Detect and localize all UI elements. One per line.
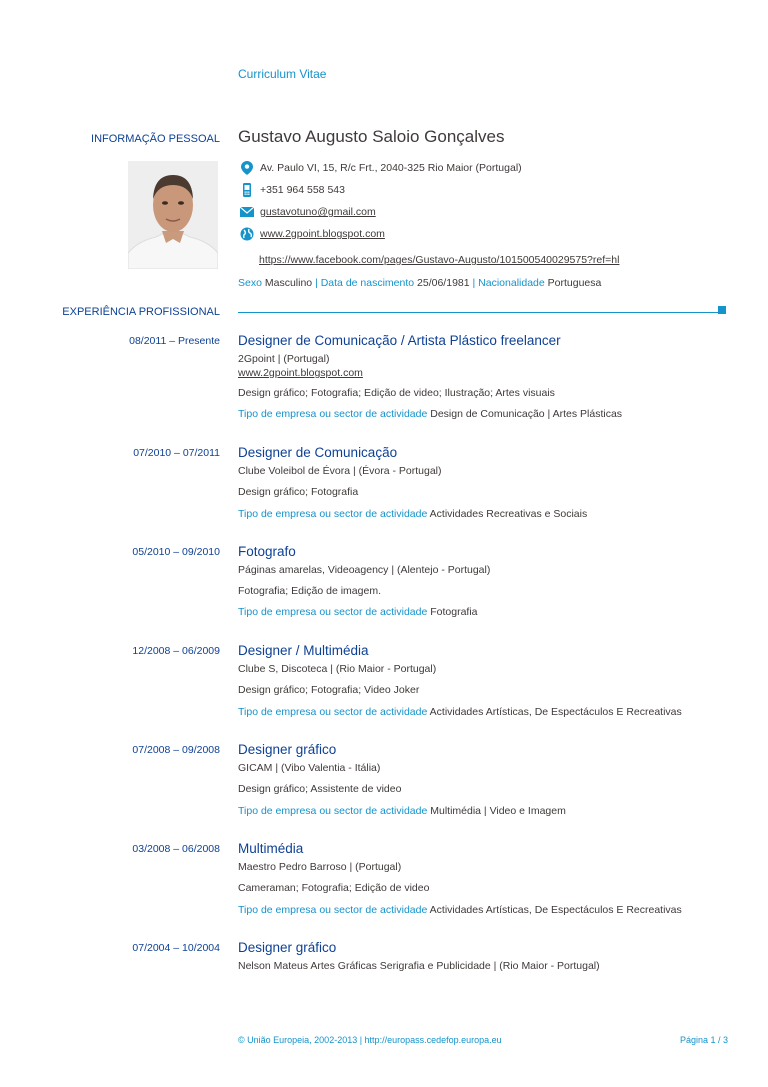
entry-employer: 2Gpoint | (Portugal) — [238, 353, 330, 365]
entry-employer: Páginas amarelas, Videoagency | (Alentejo - Portugal) — [238, 564, 491, 576]
entry-date: 07/2008 – 09/2008 — [132, 744, 220, 756]
sex-label: Sexo — [238, 277, 262, 289]
page-footer — [238, 1035, 728, 1045]
section-rule — [238, 312, 718, 313]
personal-details-line — [238, 277, 601, 289]
email-link[interactable]: gustavotuno@gmail.com — [260, 206, 376, 218]
entry-date: 08/2011 – Presente — [129, 335, 220, 347]
entry-title: Designer gráfico — [238, 940, 337, 955]
contact-website[interactable] — [238, 227, 385, 241]
sector-label: Tipo de empresa ou sector de actividade — [238, 904, 428, 916]
location-pin-icon — [238, 161, 256, 175]
entry-sector-line — [238, 706, 682, 718]
sector-value: Fotografia — [430, 606, 478, 618]
contact-phone — [238, 183, 345, 197]
entry-activities: Design gráfico; Assistente de video — [238, 783, 402, 795]
entry-employer: Maestro Pedro Barroso | (Portugal) — [238, 861, 402, 873]
contact-address — [238, 161, 522, 175]
person-name: Gustavo Augusto Saloio Gonçalves — [238, 127, 505, 146]
entry-sector-line — [238, 805, 566, 817]
facebook-link[interactable]: https://www.facebook.com/pages/Gustavo-Augusto/101500540029575?ref=hl — [259, 254, 620, 266]
entry-date: 05/2010 – 09/2010 — [132, 546, 220, 558]
sector-value: Multimédia | Video e Imagem — [430, 805, 566, 817]
entry-employer: Nelson Mateus Artes Gráficas Serigrafia e Publicidade | (Rio Maior - Portugal) — [238, 960, 600, 972]
sector-value: Actividades Artísticas, De Espectáculos E Recreativas — [429, 706, 682, 718]
profile-photo — [128, 161, 218, 269]
entry-date: 07/2004 – 10/2004 — [132, 942, 220, 954]
footer-page-number: Página 1 / 3 — [679, 1035, 728, 1045]
entry-employer: GICAM | (Vibo Valentia - Itália) — [238, 762, 381, 774]
entry-title: Designer / Multimédia — [238, 643, 369, 658]
envelope-icon — [238, 205, 256, 219]
footer-copyright: © União Europeia, 2002-2013 | http://europass.cedefop.europa.eu — [238, 1035, 502, 1045]
entry-title: Designer de Comunicação — [238, 445, 398, 460]
section-label-personal: INFORMAÇÃO PESSOAL — [91, 133, 220, 145]
website-link[interactable]: www.2gpoint.blogspot.com — [260, 228, 385, 240]
entry-date: 03/2008 – 06/2008 — [132, 843, 220, 855]
entry-sector-line — [238, 408, 622, 420]
entry-sector-line — [238, 606, 478, 618]
entry-activities: Fotografia; Edição de imagem. — [238, 585, 381, 597]
entry-sector-line — [238, 904, 682, 916]
sex-value: Masculino — [264, 277, 313, 289]
sector-label: Tipo de empresa ou sector de actividade — [238, 606, 428, 618]
entry-activities: Design gráfico; Fotografia; Video Joker — [238, 684, 420, 696]
mobile-phone-icon — [238, 183, 256, 197]
sector-value: Actividades Artísticas, De Espectáculos E Recreativas — [429, 904, 682, 916]
entry-title: Multimédia — [238, 841, 304, 856]
profile-photo-image — [128, 161, 218, 269]
sector-label: Tipo de empresa ou sector de actividade — [238, 508, 428, 520]
birth-label: Data de nascimento — [320, 277, 415, 289]
separator: | — [315, 277, 318, 289]
address-text: Av. Paulo VI, 15, R/c Frt., 2040-325 Rio Maior (Portugal) — [260, 162, 522, 174]
entry-sector-line — [238, 508, 587, 520]
entry-activities: Cameraman; Fotografia; Edição de video — [238, 882, 430, 894]
entry-activities: Design gráfico; Fotografia — [238, 486, 359, 498]
entry-date: 07/2010 – 07/2011 — [133, 447, 220, 459]
sector-value: Actividades Recreativas e Sociais — [429, 508, 588, 520]
nationality-label: Nacionalidade — [478, 277, 545, 289]
entry-title: Designer de Comunicação / Artista Plástico freelancer — [238, 333, 561, 348]
section-rule-marker — [718, 306, 726, 314]
entry-employer: Clube S, Discoteca | (Rio Maior - Portugal) — [238, 663, 437, 675]
phone-text: +351 964 558 543 — [260, 184, 345, 196]
nationality-value: Portuguesa — [547, 277, 602, 289]
entry-title: Designer gráfico — [238, 742, 337, 757]
globe-icon — [238, 227, 256, 241]
cv-title: Curriculum Vitae — [238, 67, 327, 81]
contact-facebook[interactable] — [259, 254, 619, 266]
entry-date: 12/2008 – 06/2009 — [132, 645, 220, 657]
section-label-experience: EXPERIÊNCIA PROFISSIONAL — [62, 306, 220, 318]
entry-title: Fotografo — [238, 544, 296, 559]
sector-label: Tipo de empresa ou sector de actividade — [238, 805, 428, 817]
entry-link[interactable]: www.2gpoint.blogspot.com — [238, 367, 363, 379]
sector-value: Design de Comunicação | Artes Plásticas — [430, 408, 623, 420]
contact-email[interactable] — [238, 205, 376, 219]
sector-label: Tipo de empresa ou sector de actividade — [238, 408, 428, 420]
entry-employer: Clube Voleibol de Évora | (Évora - Portugal) — [238, 465, 442, 477]
entry-activities: Design gráfico; Fotografia; Edição de video; Ilustração; Artes visuais — [238, 387, 555, 399]
separator: | — [472, 277, 476, 289]
birth-value: 25/06/1981 — [417, 277, 470, 289]
sector-label: Tipo de empresa ou sector de actividade — [238, 706, 428, 718]
